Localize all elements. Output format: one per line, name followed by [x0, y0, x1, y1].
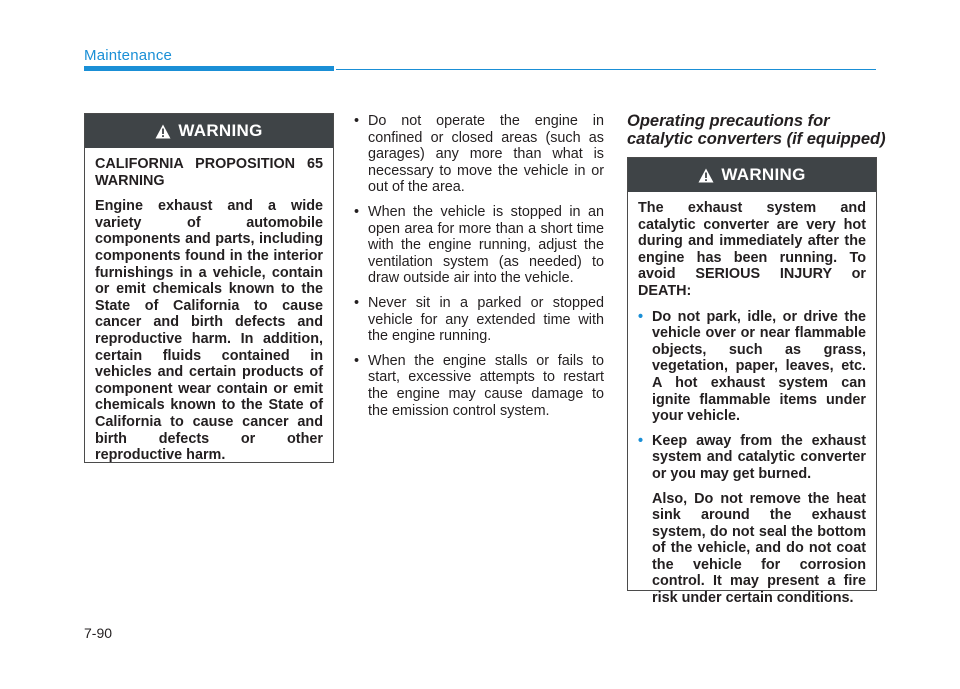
- list-item: • Do not operate the engine in confined or closed areas (such as garages) any more than what is necessary to move the vehicle in or out of the area.: [354, 113, 604, 196]
- warning-body: [628, 192, 876, 621]
- warning-triangle-icon: [698, 168, 714, 183]
- engine-precautions-column: [354, 113, 604, 427]
- warning-intro: The exhaust system and catalytic converter are very hot during and immediately after the engine has been running. To avoid SERIOUS INJURY or DEATH:: [638, 200, 866, 299]
- bullet-icon: •: [354, 203, 360, 220]
- warning-extra-text: Also, Do not remove the heat sink around the exhaust system, do not seal the bottom of the vehicle, and do not coat the vehicle for corrosion control. It may present a fire risk under certain conditions.: [652, 490, 866, 607]
- precautions-list: [354, 113, 604, 419]
- list-item: • When the vehicle is stopped in an open area for more than a short time with the engine running, adjust the ventilation system (as needed) to draw outside air into the vehicle.: [354, 203, 604, 287]
- header-rule: [336, 69, 876, 70]
- warning-header: [628, 158, 876, 192]
- warning-text: Engine exhaust and a wide variety of automobile components and parts, including components found in the interior furnishings in a vehicle, contain or emit chemicals known to the State of California to cause cancer and birth defects and reproductive harm. In addition, certain fluids contained in vehicles and certain products of component wear contain or emit chemicals known to the State of California to cause cancer and birth defects or other reproductive harm.: [95, 198, 323, 464]
- warning-triangle-icon: [155, 124, 171, 139]
- warning-list: [638, 309, 866, 607]
- list-item: • Do not park, idle, or drive the vehicle over or near flammable objects, such as grass, vegetation, paper, leaves, etc. A hot exhaust system can ignite flammable items under your vehicle.: [638, 308, 866, 425]
- list-item: • Never sit in a parked or stopped vehicle for any extended time with the engine running.: [354, 294, 604, 345]
- warning-title: CALIFORNIA PROPOSITION 65 WARNING: [95, 156, 323, 189]
- bullet-icon: •: [354, 294, 360, 311]
- catalytic-warning-box: [627, 157, 877, 607]
- header-accent-bar: [84, 66, 334, 71]
- prop65-warning-box: [84, 113, 334, 463]
- bullet-icon: •: [638, 432, 644, 449]
- warning-body: [85, 148, 333, 479]
- list-item: • Keep away from the exhaust system and catalytic converter or you may get burned. Also, Do not remove the heat sink around the exhaust system, do not seal the bottom of the vehicle, and do not coat the vehicle for corrosion control. It may present a fire risk under certain conditions.: [638, 432, 866, 607]
- catalytic-section-title: Operating precautions for catalytic converters (if equipped): [627, 112, 886, 148]
- warning-label: WARNING: [178, 121, 263, 140]
- warning-label: WARNING: [721, 165, 806, 184]
- bullet-icon: •: [354, 352, 360, 369]
- section-header: Maintenance: [84, 47, 173, 64]
- warning-header: [85, 114, 333, 148]
- bullet-icon: •: [354, 113, 360, 129]
- list-item: • When the engine stalls or fails to start, excessive attempts to restart the engine may cause damage to the emission control system.: [354, 352, 604, 419]
- page-number: 7-90: [84, 625, 113, 641]
- bullet-icon: •: [638, 308, 644, 325]
